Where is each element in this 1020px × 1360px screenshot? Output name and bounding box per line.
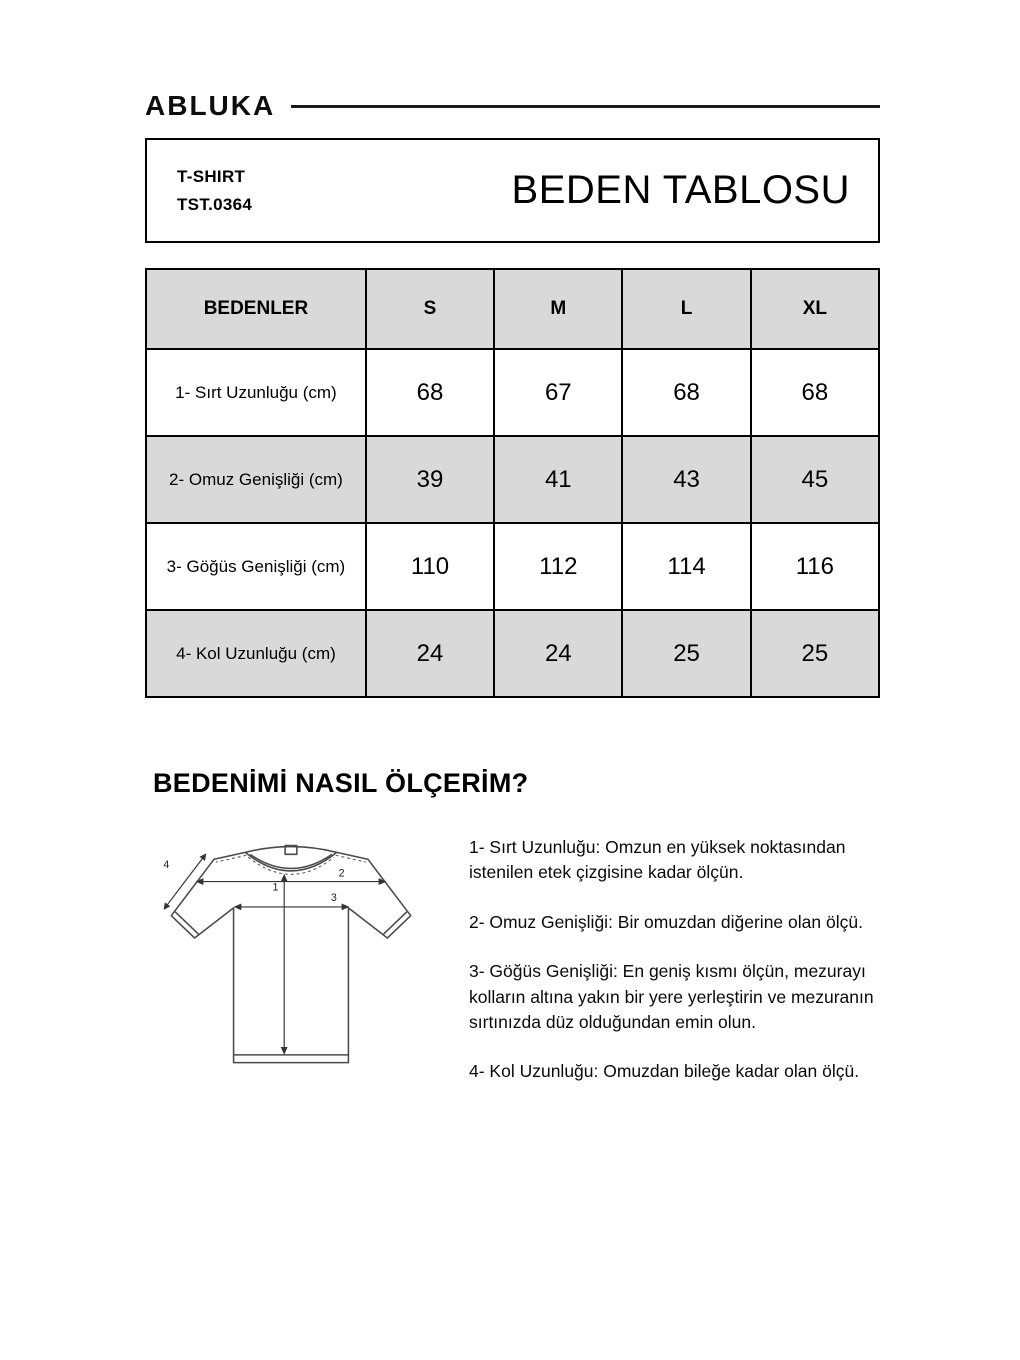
table-row [146, 436, 879, 523]
size-cell: 25 [751, 610, 879, 697]
measurement-arrow-2 [196, 878, 387, 885]
product-type: T-SHIRT [177, 167, 246, 187]
table-header-row [146, 269, 879, 349]
diagram-label-1: 1 [272, 881, 279, 894]
size-cell: 110 [366, 523, 494, 610]
title-box [145, 138, 880, 243]
size-cell: 25 [622, 610, 750, 697]
product-info [177, 163, 252, 217]
size-cell: 68 [366, 349, 494, 436]
table-row [146, 523, 879, 610]
product-code: TST.0364 [177, 194, 253, 214]
column-header-l: L [622, 269, 750, 349]
table-row [146, 610, 879, 697]
column-header-bedenler: BEDENLER [146, 269, 366, 349]
diagram-label-2: 2 [338, 867, 345, 880]
size-cell: 45 [751, 436, 879, 523]
instruction-paragraph-4: 4- Kol Uzunluğu: Omuzdan bileğe kadar olan ölçü. [469, 1061, 860, 1082]
brand-logo: ABLUKA [145, 90, 276, 121]
table-row [146, 349, 879, 436]
size-cell: 41 [494, 436, 622, 523]
diagram-label-3: 3 [330, 892, 337, 905]
size-cell: 114 [622, 523, 750, 610]
size-cell: 116 [751, 523, 879, 610]
measurement-arrow-3 [234, 903, 350, 910]
section-title: BEDENİMİ NASIL ÖLÇERİM? [153, 768, 529, 798]
page-title: BEDEN TABLOSU [511, 168, 850, 212]
size-cell: 112 [494, 523, 622, 610]
measure-section [145, 829, 880, 1109]
size-cell: 39 [366, 436, 494, 523]
instruction-paragraph-2: 2- Omuz Genişliği: Bir omuzdan diğerine olan ölçü. [469, 911, 863, 932]
size-cell: 68 [622, 349, 750, 436]
size-table [145, 268, 880, 698]
instruction-paragraph-1: 1- Sırt Uzunluğu: Omzun en yüksek noktasından istenilen etek çizgisine kadar ölçün. [469, 837, 846, 883]
instruction-paragraph-3: 3- Göğüs Genişliği: En geniş kısmı ölçün, mezurayı kolların altına yakın bir yere yerleştirin ve mezuranın sırtınızda düz olduğundan emin olun. [469, 961, 874, 1032]
column-header-m: M [494, 269, 622, 349]
tshirt-drawing [145, 829, 437, 1087]
row-label: 3- Göğüs Genişliği (cm) [146, 523, 366, 610]
row-label: 2- Omuz Genişliği (cm) [146, 436, 366, 523]
tshirt-outline [171, 846, 410, 1063]
header-rule [291, 105, 880, 108]
column-header-xl: XL [751, 269, 879, 349]
tshirt-diagram [145, 829, 437, 1109]
row-label: 1- Sırt Uzunluğu (cm) [146, 349, 366, 436]
size-cell: 43 [622, 436, 750, 523]
measurement-arrow-1 [281, 874, 288, 1055]
row-label: 4- Kol Uzunluğu (cm) [146, 610, 366, 697]
brand-header [145, 90, 880, 122]
diagram-label-4: 4 [163, 858, 170, 871]
instructions [469, 829, 880, 1109]
size-cell: 24 [494, 610, 622, 697]
column-header-s: S [366, 269, 494, 349]
size-cell: 67 [494, 349, 622, 436]
size-cell: 24 [366, 610, 494, 697]
size-cell: 68 [751, 349, 879, 436]
